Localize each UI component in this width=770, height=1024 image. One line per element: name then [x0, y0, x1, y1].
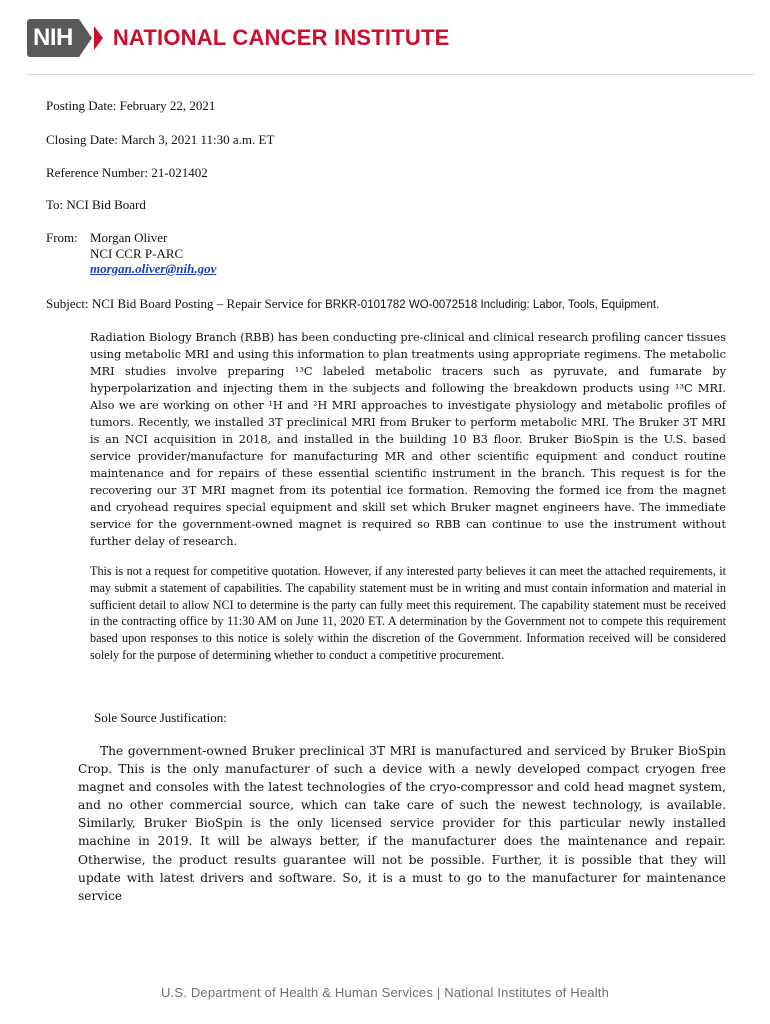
justification-paragraph: The government-owned Bruker preclinical 3T MRI is manufactured and serviced by Bruker BioSpin Crop. This is the only manufacturer of such a device with a newly developed compact cryogen free magnet and consoles with the latest technologies of the cryo-compressor and cold head magnet system, and no other commercial source, which can take care of such the newest technology, is available. Similarly, Bruker BioSpin is the only licensed service provider for this particular newly installed machine in 2019. It will be always better, if the manufacturer does the maintenance and repair. Otherwise, the product results guarantee will not be possible. Further, it is possible that they will update with latest drivers and software. So, it is a must to go to the manufacturer for maintenance service: [78, 744, 726, 903]
closing-date: Closing Date: March 3, 2021 11:30 a.m. ET: [46, 132, 275, 147]
nci-header: [27, 19, 449, 57]
nih-logo-chevron-icon: [94, 26, 103, 50]
subject-details: BRKR-0101782 WO-0072518 Including: Labor, Tools, Equipment.: [325, 299, 660, 311]
from-email-link[interactable]: morgan.oliver@nih.gov: [90, 261, 217, 276]
nih-logo: [27, 19, 79, 57]
to-line: To: NCI Bid Board: [46, 197, 146, 212]
page-footer: U.S. Department of Health & Human Services | National Institutes of Health: [160, 985, 610, 1000]
subject-line: [46, 296, 659, 314]
from-block: [46, 230, 216, 277]
subject-prefix: Subject: NCI Bid Board Posting – Repair Service for: [46, 296, 326, 311]
from-name: Morgan Oliver: [90, 230, 168, 245]
nih-logo-text: NIH: [33, 24, 73, 51]
posting-date: Posting Date: February 22, 2021: [46, 98, 216, 113]
from-org: NCI CCR P-ARC: [90, 245, 184, 261]
background-paragraph: Radiation Biology Branch (RBB) has been conducting pre-clinical and clinical research profiling cancer tissues using metabolic MRI and using this information to plan treatments using appropriate regimens. The metabolic MRI studies involve preparing ¹³C labeled metabolic tracers such as pyruvate, and fumarate by hyperpolarization and injecting them in the subjects and following the breakdown products using ¹³C MRI. Also we are working on other ¹H and ²H MRI approaches to investigate physiology and metabolic profiles of tumors. Recently, we installed 3T preclinical MRI from Bruker to perform metabolic MRI. The Bruker 3T MRI is an NCI acquisition in 2018, and installed in the building 10 B3 floor. Bruker BioSpin is the U.S. based service provider/manufacture for manufacturing MR and other scientific equipment and conduct routine maintenance and for repairs of these essential scientific instrument in the branch. This request is for the recovering our 3T MRI magnet from its potential ice formation. Removing the formed ice from the magnet and cryohead requires special equipment and skill set which Bruker magnet engineers have. The immediate service for the government-owned magnet is required so RBB can continue to use the instrument without further delay of research.: [90, 331, 726, 548]
nih-logo-arrow-icon: [79, 19, 92, 57]
from-label: From:: [46, 230, 78, 245]
institute-name: NATIONAL CANCER INSTITUTE: [112, 25, 450, 50]
sole-source-heading: Sole Source Justification:: [94, 710, 227, 725]
header-divider: [27, 74, 755, 75]
notice-paragraph: This is not a request for competitive quotation. However, if any interested party believes it can meet the attached requirements, it may submit a statement of capabilities. The capability statement must be in writing and must contain information and material in sufficient detail to allow NCI to determine is the party can fully meet this requirement. The capability statement must be received in the contracting office by 11:30 AM on June 11, 2020 ET. A determination by the Government not to compete this requirement based upon responses to this notice is solely within the discretion of the Government. Information received will be considered solely for the purpose of determining whether to conduct a competitive procurement.: [90, 564, 726, 662]
reference-number: Reference Number: 21-021402: [46, 165, 208, 180]
